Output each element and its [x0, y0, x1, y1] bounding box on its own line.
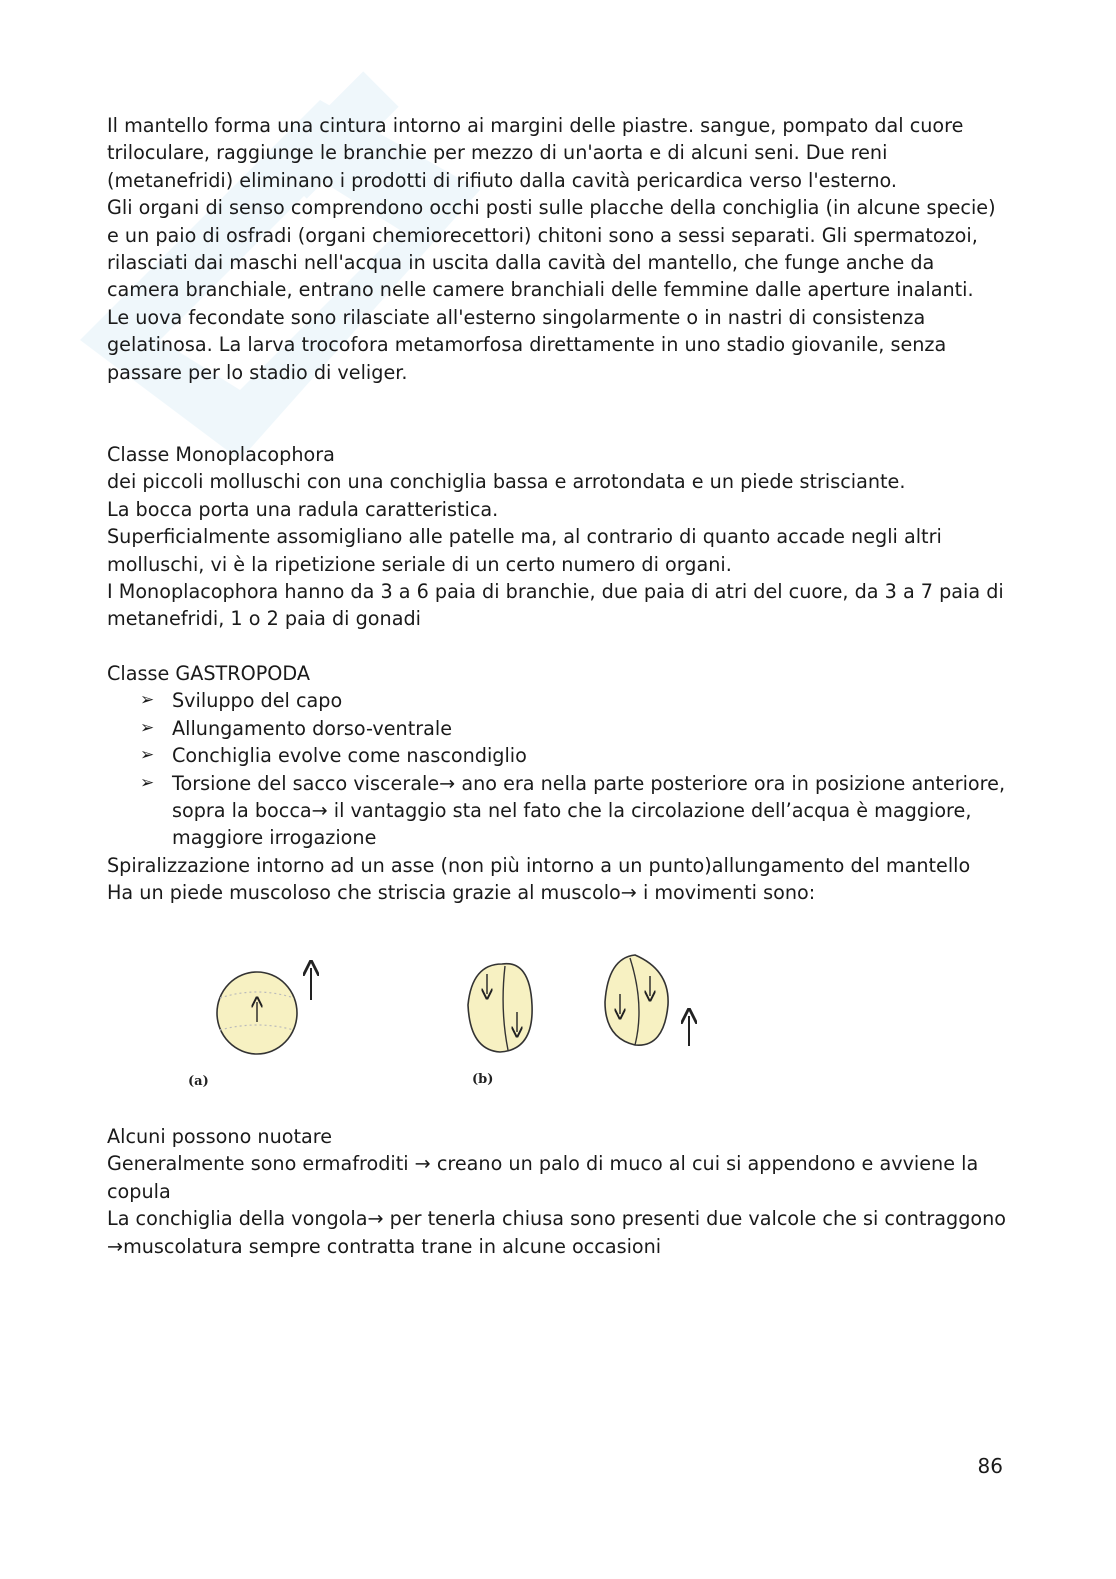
monoplacophora-line: Superficialmente assomigliano alle patelle ma, al contrario di quanto accade negli altri molluschi, vi è la ripetizione seriale di un certo numero di organi.	[107, 525, 942, 576]
after-line: Alcuni possono nuotare	[107, 1125, 333, 1148]
figure-b-foot-1	[468, 964, 532, 1052]
list-item	[107, 687, 1012, 714]
monoplacophora-heading: Classe Monoplacophora	[107, 443, 335, 466]
monoplacophora-section	[107, 441, 1012, 633]
after-line: La conchiglia della vongola→ per tenerla chiusa sono presenti due valcole che si contraggono →muscolatura sempre contratta trane in alcune occasioni	[107, 1207, 1007, 1258]
figure-b-foot-2	[605, 955, 689, 1046]
gastropoda-continued-section	[107, 1123, 1012, 1260]
list-item	[107, 715, 1012, 742]
figure-label-a: (a)	[188, 1074, 209, 1089]
monoplacophora-line: dei piccoli molluschi con una conchiglia bassa e arrotondata e un piede strisciante.	[107, 470, 906, 494]
arrow-bullet-icon: ➢	[140, 772, 155, 793]
list-item	[107, 770, 1012, 852]
gastropoda-line: Spiralizzazione intorno ad un asse (non più intorno a un punto)allungamento del mantello	[107, 853, 971, 877]
list-item-text: Sviluppo del capo	[172, 689, 343, 713]
arrow-bullet-icon: ➢	[140, 717, 155, 738]
after-line: Generalmente sono ermafroditi → creano un palo di muco al cui si appendono e avviene la copula	[107, 1152, 979, 1203]
list-item-text: Conchiglia evolve come nascondiglio	[172, 744, 527, 768]
list-item-text: Allungamento dorso-ventrale	[172, 716, 452, 740]
intro-paragraph: Le uova fecondate sono rilasciate all'esterno singolarmente o in nastri di consistenza gelatinosa. La larva trocofora metamorfosa direttamente in uno stadio giovanile, senza passare per lo stadio di veliger.	[107, 305, 947, 384]
gastropoda-line: Ha un piede muscoloso che striscia grazie al muscolo→ i movimenti sono:	[107, 881, 816, 905]
intro-section	[107, 112, 1012, 386]
foot-movement-figure	[180, 950, 720, 1100]
page-number: 86	[977, 1454, 1003, 1478]
monoplacophora-line: La bocca porta una radula caratteristica.	[107, 497, 499, 521]
arrow-bullet-icon: ➢	[140, 690, 155, 711]
arrow-bullet-icon: ➢	[140, 745, 155, 766]
intro-paragraph: Gli organi di senso comprendono occhi posti sulle placche della conchiglia (in alcune specie) e un paio di osfradi (organi chemiorecettori) chitoni sono a sessi separati. Gli spermatozoi, rilasciati dai maschi nell'acqua in uscita dalla cavità del mantello, che funge anche da camera branchiale, entrano nelle camere branchiali delle femmine dalle aperture inalanti.	[107, 196, 996, 302]
list-item-text: Torsione del sacco viscerale→ ano era nella parte posteriore ora in posizione anteriore, sopra la bocca→ il vantaggio sta nel fato che la circolazione dell’acqua è maggiore, maggiore irrogazione	[172, 771, 1006, 850]
figure-a-foot	[217, 968, 311, 1054]
intro-paragraph: Il mantello forma una cintura intorno ai margini delle piastre. sangue, pompato dal cuore triloculare, raggiunge le branchie per mezzo di un'aorta e di alcuni seni. Due reni (metanefridi) eliminano i prodotti di rifiuto dalla cavità pericardica verso l'esterno.	[107, 114, 964, 192]
list-item	[107, 742, 1012, 769]
gastropoda-heading: Classe GASTROPODA	[107, 662, 310, 685]
gastropoda-section	[107, 660, 1012, 907]
figure-label-b: (b)	[472, 1072, 494, 1087]
gastropoda-bullet-list	[107, 687, 1012, 851]
monoplacophora-line: I Monoplacophora hanno da 3 a 6 paia di branchie, due paia di atri del cuore, da 3 a 7 paia di metanefridi, 1 o 2 paia di gonadi	[107, 580, 1004, 631]
